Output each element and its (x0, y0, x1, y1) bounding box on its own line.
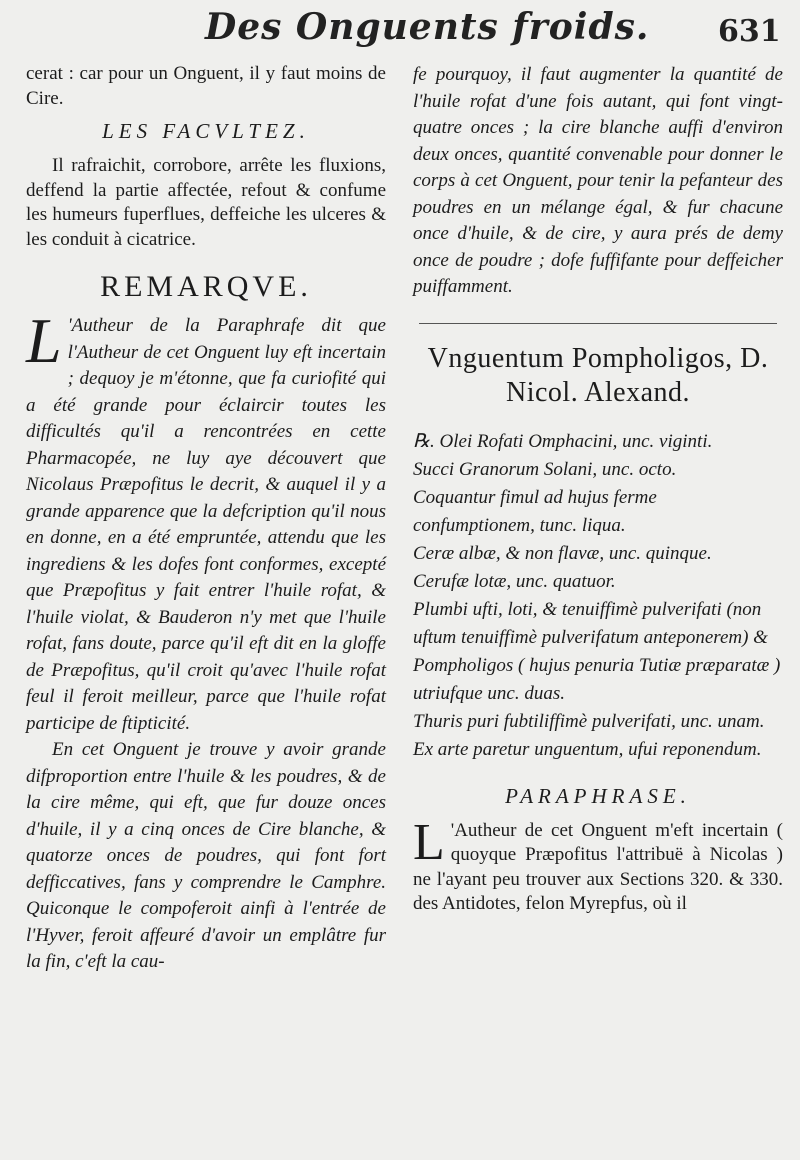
right-column (413, 62, 783, 917)
recipe-line: Coquantur fimul ad hujus ferme confumptionem, tunc. liqua. (413, 486, 657, 536)
recipe-title: Vnguentum Pompholigos, D. Nicol. Alexand. (427, 342, 769, 408)
recipe-list (413, 428, 783, 764)
recipe-line: Plumbi ufti, loti, & tenuiffimè pulverifati (non uftum tenuiffimè pulverifatum anteponerem) & (413, 598, 768, 648)
remarque-drop-cap: L (26, 305, 62, 376)
remarque-text: 'Autheur de la Paraphrafe dit que l'Autheur de cet Onguent luy eft incertain ; dequoy je m'étonne, que fa curiofité qui a été grande pour éclaircir toutes les difficultés qu'il a rencontrées en cette Pharmacopée, ne luy aye découvert que Nicolaus Præpofitus le decrit, & auquel il y a grande apparence que la defcription qu'il nous en donne, en a été empruntée, attendu que les ingrediens & les dofes font conformes, excepté que Præpofitus y fait entrer l'huile rofat, & l'huile violat, & Bauderon n'y met que l'huile rofat, fans doute, parce qu'il eft dit en la gloffe de Præpofitus, qu'il croit qu'avec l'huile rofat feul il feroit meilleur, parce que l'huile rofat participe de ftipticité. (26, 315, 386, 734)
intro-paragraph: cerat : car pour un Onguent, il y faut moins de Cire. (26, 63, 386, 109)
facultez-paragraph: Il rafraichit, corrobore, arrête les fluxions, deffend la partie affectée, refout & confume les humeurs fuperflues, deffeiche les ulceres & les conduit à cicatrice. (26, 155, 386, 250)
remarque-heading: REMARQVE. (100, 270, 312, 303)
page-header (0, 4, 800, 58)
recipe-line: Cerufæ lotæ, unc. quatuor. (413, 570, 616, 592)
recipe-line: Pompholigos ( hujus penuria Tutiæ præparatæ ) utriufque unc. duas. (413, 654, 781, 704)
page-number: 631 (718, 14, 781, 49)
section-divider (419, 323, 777, 324)
recipe-line: Succi Granorum Solani, unc. octo. (413, 458, 677, 480)
continued-paragraph: fe pourquoy, il faut augmenter la quantité de l'huile rofat d'une fois autant, qui font vingt-quatre onces ; la cire blanche auffi d'environ deux onces, quantité convenable pour donner le corps à cet Onguent, pour tenir la pefanteur des poudres en un mélange égal, & fur chacune once d'huile, & de cire, y aura prés de demy once de poudre ; dofe fuffifante pour deffeicher puiffamment. (413, 64, 783, 297)
paraphrase-heading: PARAPHRASE. (505, 783, 691, 808)
paraphrase-drop-cap: L (413, 813, 445, 871)
recipe-line: Ex arte paretur unguentum, ufui reponendum. (413, 738, 762, 760)
paraphrase-text: 'Autheur de cet Onguent m'eft incertain ( quoyque Præpofitus l'attribuë à Nicolas ) ne l'ayant peu trouver aux Sections 320. & 330. des Antidotes, felon Myrepfus, où il (413, 819, 783, 914)
recipe-line: Ceræ albæ, & non flavæ, unc. quinque. (413, 542, 712, 564)
left-column (26, 62, 386, 976)
remarque-paragraph (26, 305, 386, 737)
recipe-line: ℞. Olei Rofati Omphacini, unc. viginti. (413, 430, 713, 452)
recipe-line: Thuris puri fubtiliffimè pulverifati, unc. unam. (413, 710, 765, 732)
remarque-paragraph-2: En cet Onguent je trouve y avoir grande difproportion entre l'huile & les poudres, & de la cire même, qui eft, que fur douze onces d'huile, il y a cinq onces de Cire blanche, & quatorze onces de poudres, qui font fort defficcatives, fans y comprendre le Camphre. Quiconque le compoferoit ainfi à l'entrée de l'Hyver, feroit affeuré d'avoir un emplâtre fur la fin, c'eft la cau- (26, 739, 386, 972)
facultez-heading: LES FACVLTEZ. (102, 119, 310, 143)
running-title: Des Onguents froids. (205, 6, 650, 48)
paraphrase-paragraph (413, 813, 783, 917)
